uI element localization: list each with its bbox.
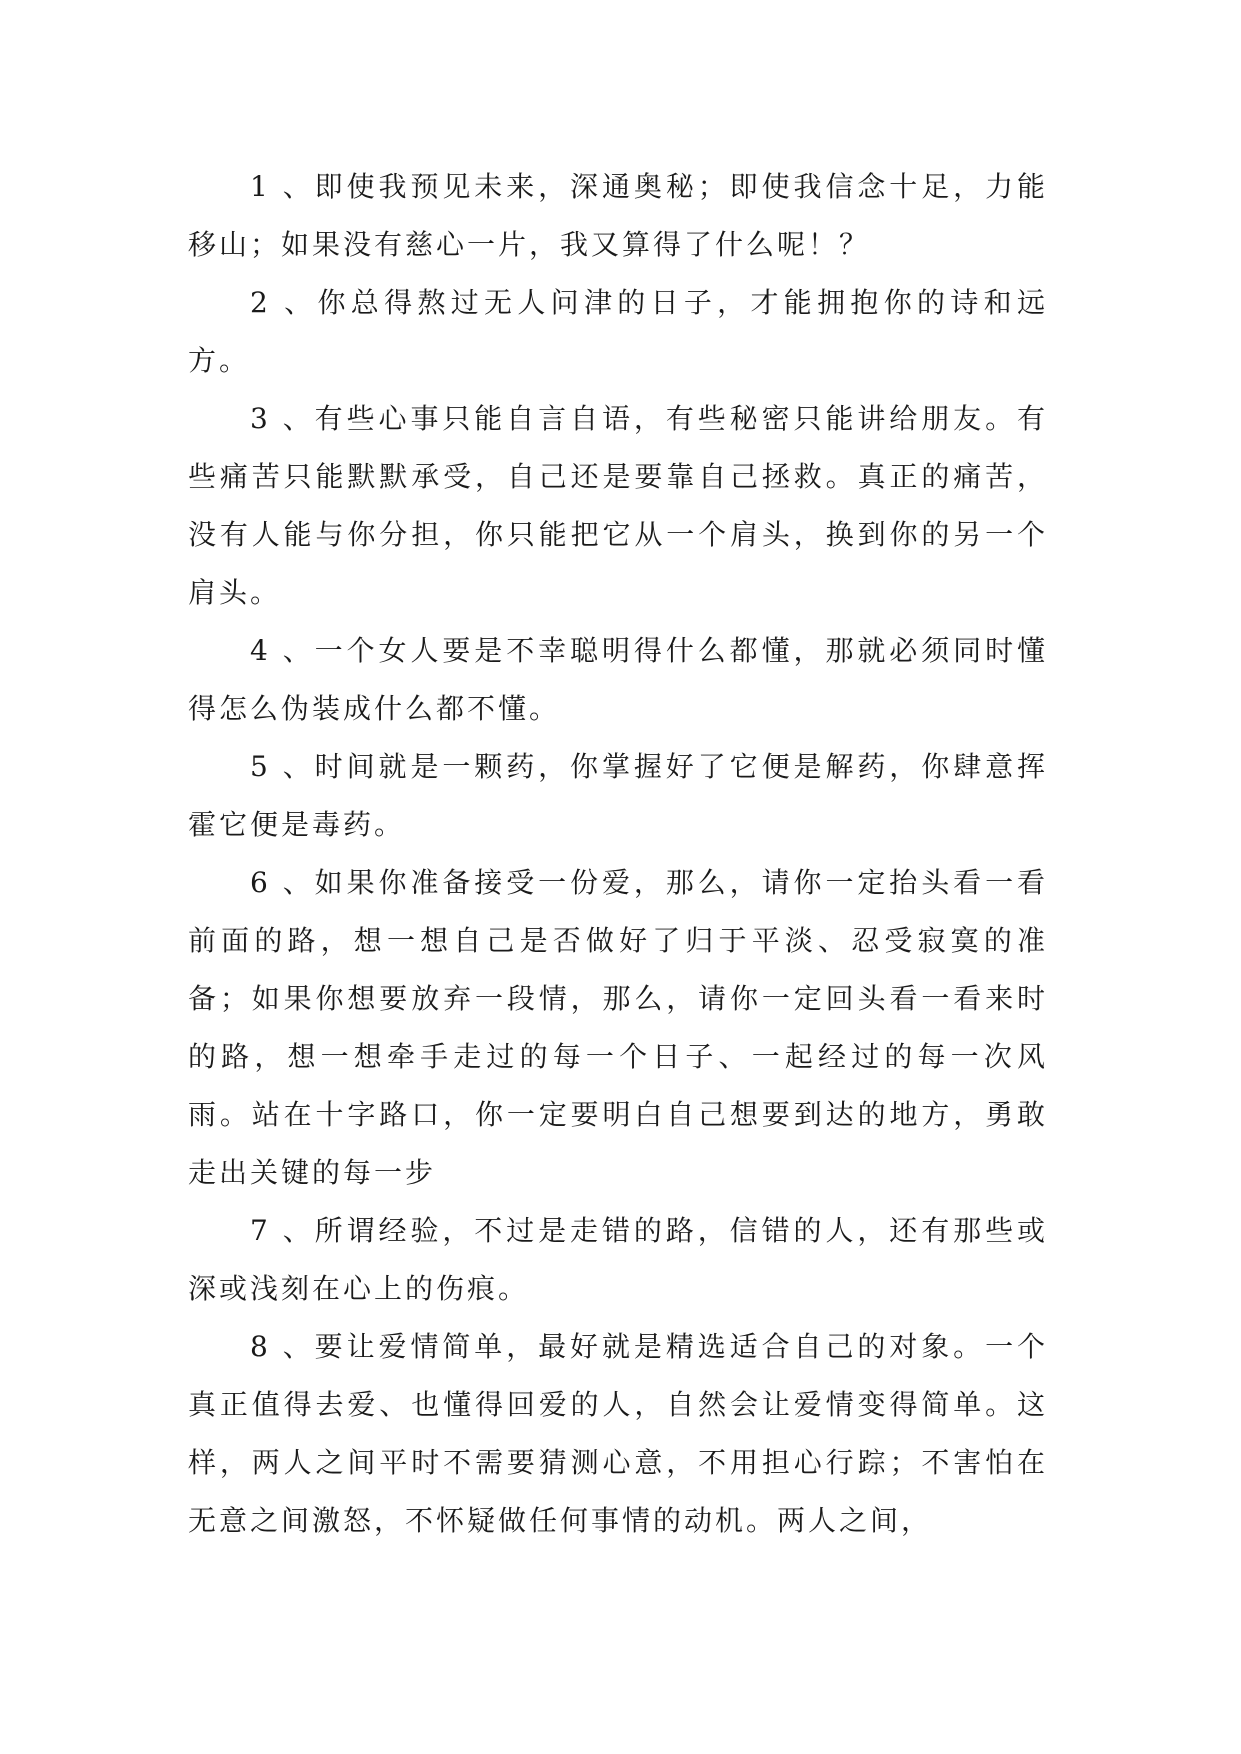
list-item <box>188 390 1048 622</box>
item-number: 8 <box>250 1330 268 1363</box>
item-number: 3 <box>250 402 268 435</box>
document-body <box>188 158 1048 1550</box>
item-text: 、即使我预见未来，深通奥秘；即使我信念十足，力能移山；如果没有慈心一片，我又算得了什么呢！？ <box>188 170 1048 261</box>
item-number: 1 <box>250 170 268 203</box>
item-text: 、所谓经验，不过是走错的路，信错的人，还有那些或深或浅刻在心上的伤痕。 <box>188 1214 1048 1305</box>
list-item <box>188 1202 1048 1318</box>
item-text: 、如果你准备接受一份爱，那么，请你一定抬头看一看前面的路，想一想自己是否做好了归于平淡、忍受寂寞的准备；如果你想要放弃一段情，那么，请你一定回头看一看来时的路，想一想牵手走过的每一个日子、一起经过的每一次风雨。站在十字路口，你一定要明白自己想要到达的地方，勇敢走出关键的每一步 <box>188 866 1048 1189</box>
list-item <box>188 622 1048 738</box>
list-item <box>188 158 1048 274</box>
list-item <box>188 274 1048 390</box>
list-item <box>188 738 1048 854</box>
item-text: 、时间就是一颗药，你掌握好了它便是解药，你肆意挥霍它便是毒药。 <box>188 750 1048 841</box>
item-number: 6 <box>250 866 268 899</box>
item-text: 、一个女人要是不幸聪明得什么都懂，那就必须同时懂得怎么伪装成什么都不懂。 <box>188 634 1048 725</box>
list-item <box>188 1318 1048 1550</box>
list-item <box>188 854 1048 1202</box>
item-number: 7 <box>250 1214 268 1247</box>
item-number: 5 <box>250 750 268 783</box>
item-text: 、要让爱情简单，最好就是精选适合自己的对象。一个真正值得去爱、也懂得回爱的人，自然会让爱情变得简单。这样，两人之间平时不需要猜测心意，不用担心行踪；不害怕在无意之间激怒，不怀疑做任何事情的动机。两人之间， <box>188 1330 1048 1537</box>
item-text: 、你总得熬过无人问津的日子，才能拥抱你的诗和远方。 <box>188 286 1048 377</box>
item-number: 2 <box>250 286 268 319</box>
item-text: 、有些心事只能自言自语，有些秘密只能讲给朋友。有些痛苦只能默默承受，自己还是要靠自己拯救。真正的痛苦，没有人能与你分担，你只能把它从一个肩头，换到你的另一个肩头。 <box>188 402 1048 609</box>
item-number: 4 <box>250 634 268 667</box>
